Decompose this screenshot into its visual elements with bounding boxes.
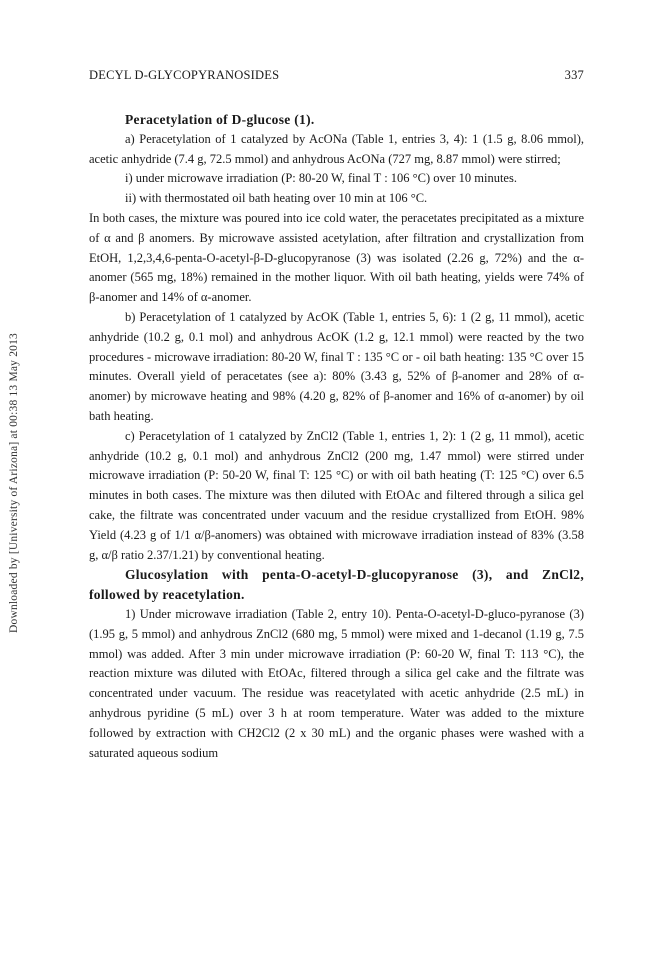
download-watermark: Downloaded by [University of Arizona] at 00:38 13 May 2013 bbox=[8, 332, 20, 633]
paragraph-both-cases: In both cases, the mixture was poured into ice cold water, the peracetates precipitated as a mixture of α and β anomers. By microwave assisted acetylation, after filtration and crystallization from EtOH, 1,2,3,4,6-penta-O-acetyl-β-D-glucopyranose (3) was isolated (2.26 g, 72%) and the α-anomer (565 mg, 18%) remained in the mother liquor. With oil bath heating, yields were 74% of β-anomer and 14% of α-anomer. bbox=[89, 210, 584, 305]
paragraph-a: a) Peracetylation of 1 catalyzed by AcONa (Table 1, entries 3, 4): 1 (1.5 g, 8.06 mmol), acetic anhydride (7.4 g, 72.5 mmol) and anhydrous AcONa (727 mg, 8.87 mmol) were stirred; bbox=[89, 131, 584, 166]
item-i: i) under microwave irradiation (P: 80-20 W, final T : 106 °C) over 10 minutes. bbox=[125, 171, 517, 186]
item-ii: ii) with thermostated oil bath heating over 10 min at 106 °C. bbox=[125, 191, 428, 206]
running-title: DECYL D-GLYCOPYRANOSIDES bbox=[89, 68, 280, 82]
page-number: 337 bbox=[564, 68, 584, 82]
paragraph-b: b) Peracetylation of 1 catalyzed by AcOK (Table 1, entries 5, 6): 1 (2 g, 11 mmol), acetic anhydride (10.2 g, 0.1 mol) and anhydrous AcOK (1.2 g, 12.1 mmol) were reacted by the two procedures - microwave irradiation: 80-20 W, final T : 135 °C or - oil bath heating: 135 °C over 15 minutes. Overall yield of peracetates (see a): 80% (3.43 g, 52% of β-anomer and 28% of α-anomer) by microwave heating and 98% (4.20 g, 82% of β-anomer and 16% of α-anomer) by oil bath heating. bbox=[89, 309, 584, 423]
section-heading-glucosylation: Glucosylation with penta-O-acetyl-D-glucopyranose (3), and ZnCl2, followed by reacetylation. bbox=[89, 567, 584, 603]
paragraph-1: 1) Under microwave irradiation (Table 2, entry 10). Penta-O-acetyl-D-gluco-pyranose (3) (1.95 g, 5 mmol) and anhydrous ZnCl2 (680 mg, 5 mmol) were mixed and 1-decanol (1.19 g, 7.5 mmol) was added. After 3 min under microwave irradiation (P: 60-20 W, final T: 113 °C), the reaction mixture was diluted with EtOAc, filtered through a silica gel cake and the filtrate was concentrated under vacuum. The residue was reacetylated with acetic anhydride (2.5 mL) in anhydrous pyridine (5 mL) over 3 h at room temperature. Water was added to the mixture followed by extraction with CH2Cl2 (2 x 30 mL) and the organic phases were washed with a saturated aqueous sodium bbox=[89, 606, 584, 760]
body-text bbox=[89, 110, 584, 763]
section-heading-peracetylation: Peracetylation of D-glucose (1). bbox=[125, 112, 315, 127]
paragraph-c: c) Peracetylation of 1 catalyzed by ZnCl2 (Table 1, entries 1, 2): 1 (2 g, 11 mmol), acetic anhydride (10.2 g, 0.1 mol) and anhydrous ZnCl2 (200 mg, 1.47 mmol) were stirred under microwave irradiation (P: 50-20 W, final T: 125 °C) or with oil bath heating (T: 125 °C) over 6.5 minutes in both cases. The mixture was then diluted with EtOAc and filtered through a silica gel cake, the filtrate was concentrated under vacuum and the residue crystallized from EtOH. 98% Yield (4.23 g of 1/1 α/β-anomers) was obtained with microwave irradiation instead of 83% (3.58 g, α/β ratio 2.37/1.21) by conventional heating. bbox=[89, 428, 584, 562]
